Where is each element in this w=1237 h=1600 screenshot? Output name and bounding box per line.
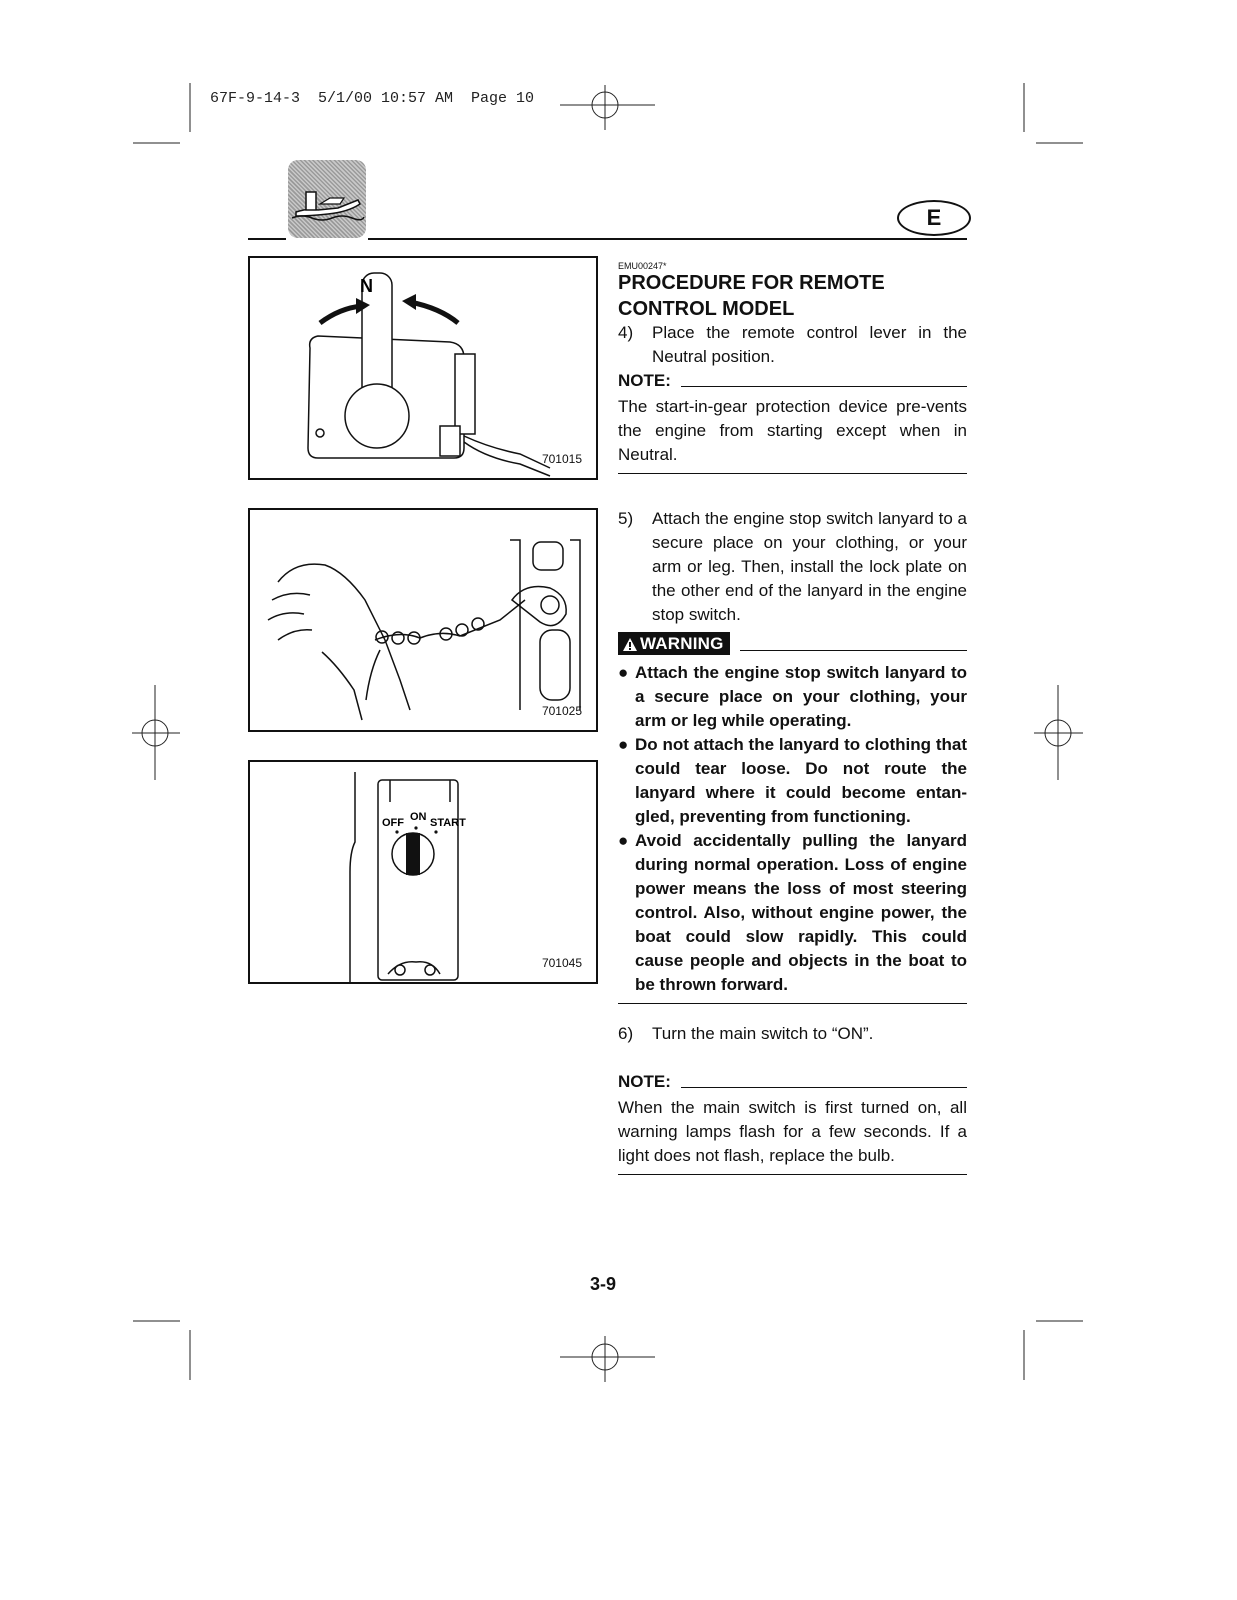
switch-on-label: ON	[410, 811, 427, 823]
figure-remote-control	[248, 256, 598, 480]
lanyard-illustration	[250, 510, 596, 730]
switch-off-label: OFF	[382, 817, 404, 829]
neutral-label: N	[360, 276, 373, 296]
remote-control-illustration	[250, 258, 596, 478]
boat-section-icon	[288, 160, 366, 238]
bullet-text: Do not attach the lanyard to clothing that could tear loose. Do not route the lanyard where it could become entan-gled, preventing from functioning.	[635, 735, 967, 826]
note-text: The start-in-gear protection device pre-vents the engine from starting except when in Neutral.	[618, 393, 967, 474]
bullet-dot: ●	[618, 663, 629, 682]
warning-bullet	[618, 829, 967, 997]
warning-label: WARNING	[640, 634, 724, 653]
note-heading-rule	[681, 386, 967, 387]
note-1	[618, 369, 967, 474]
language-badge: E	[897, 200, 971, 236]
step-text: Place the remote control lever in the Neutral position.	[652, 323, 967, 366]
warning-heading-rule	[740, 650, 967, 651]
warning-badge	[618, 632, 730, 655]
warning-box	[618, 632, 967, 1004]
figure-number: 701025	[541, 704, 582, 718]
section-title-line2: CONTROL MODEL	[618, 298, 795, 320]
step-6	[618, 1022, 967, 1046]
warning-bullet	[618, 661, 967, 733]
print-slug: 67F-9-14-3 5/1/00 10:57 AM Page 10	[210, 90, 535, 107]
note-heading-rule	[681, 1087, 967, 1088]
switch-start-label: START	[430, 817, 466, 829]
header-rule-left	[248, 238, 286, 240]
step-text: Attach the engine stop switch lanyard to a secure place on your clothing, or your arm or leg. Then, install the lock plate on the other end of the lanyard in the engine stop switch.	[652, 509, 967, 624]
step-text: Turn the main switch to “ON”.	[652, 1024, 874, 1043]
bullet-text: Attach the engine stop switch lanyard to a secure place on your clothing, your arm or leg while operating.	[635, 663, 967, 730]
figure-number: 701045	[541, 956, 582, 970]
figure-lanyard	[248, 508, 598, 732]
section-title-line1: PROCEDURE FOR REMOTE	[618, 272, 885, 294]
warning-triangle-icon	[622, 637, 638, 652]
note-text: When the main switch is first turned on, all warning lamps flash for a few seconds. If a light does not flash, replace the bulb.	[618, 1094, 967, 1175]
step-4	[618, 321, 967, 369]
section-title	[618, 270, 967, 322]
bullet-text: Avoid accidentally pulling the lanyard during normal operation. Loss of engine power means the loss of most steering control. Also, without engine power, the boat could slow rapidly. This could cause people and objects in the boat to be thrown forward.	[635, 831, 967, 994]
section-code: EMU00247*	[618, 261, 667, 271]
figure-number: 701015	[541, 452, 582, 466]
warning-bullet	[618, 733, 967, 829]
bullet-dot: ●	[618, 831, 629, 850]
step-number: 4)	[618, 323, 634, 342]
page-number: 3-9	[590, 1274, 617, 1294]
note-2	[618, 1070, 967, 1175]
step-number: 6)	[618, 1024, 634, 1043]
header-rule-right	[368, 238, 967, 240]
note-heading: NOTE:	[618, 1072, 671, 1091]
bullet-dot: ●	[618, 735, 629, 754]
step-number: 5)	[618, 509, 634, 528]
step-5	[618, 507, 967, 627]
main-switch-illustration	[250, 762, 596, 982]
note-heading: NOTE:	[618, 371, 671, 390]
warning-bullets	[618, 655, 967, 1004]
figure-main-switch	[248, 760, 598, 984]
